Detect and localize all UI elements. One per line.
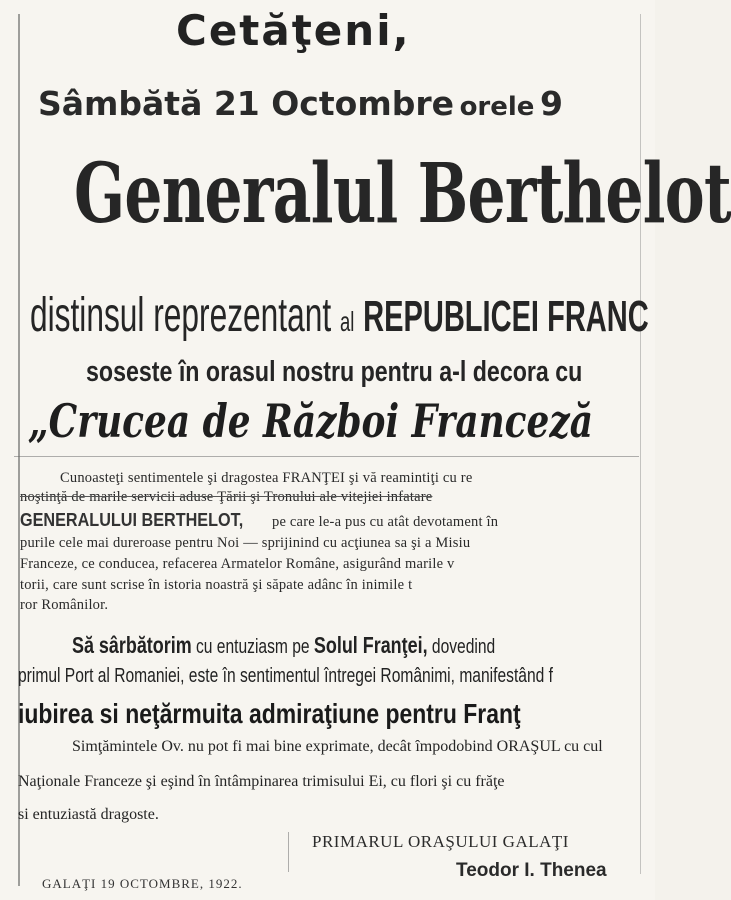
- representative-line: [30, 288, 649, 343]
- arrival-line: soseste în orasul nostru pentru a-l decora cu: [86, 356, 583, 388]
- general-caps-name: GENERALULUI BERTHELOT,: [20, 510, 244, 530]
- paragraph1-line-5: Franceze, ce conducea, refacerea Armatelor Române, asigurând marile v: [20, 556, 455, 572]
- representative-text: distinsul reprezentant: [30, 289, 332, 342]
- place-date: GALAŢI 19 OCTOMBRE, 1922.: [42, 876, 243, 891]
- representative-al: al: [339, 306, 355, 337]
- paragraph1-line-3-rest: pe care le-a pus cu atât devotament în: [272, 514, 499, 530]
- event-day-date: Sâmbătă 21 Octombre: [38, 84, 454, 123]
- mayor-office: PRIMARUL ORAŞULUI GALAŢI: [312, 832, 569, 851]
- paragraph3-line-2: Naţionale Franceze şi eşind în întâmpinarea trimisului Ei, cu flori şi cu frăţe: [18, 773, 505, 790]
- event-hour-word: orele: [459, 92, 535, 122]
- paragraph2-line-3: iubirea si neţărmuita admiraţiune pentru Franţ: [18, 698, 521, 729]
- paragraph3-line-1: Simţămintele Ov. nu pot fi mai bine exprimate, decât împodobind ORAŞUL cu cul: [72, 738, 603, 755]
- poster-greeting: Cetăţeni,: [176, 6, 411, 55]
- paragraph1-line-2: noştinţă de marile servicii aduse Ţării şi Tronului ale vitejiei infatare: [20, 489, 433, 505]
- celebrate-phrase: Să sârbătorim: [72, 632, 192, 658]
- event-date-line: [38, 84, 563, 123]
- war-cross-line: „Crucea de Război Franceză: [28, 394, 593, 448]
- signature-divider: [288, 832, 289, 872]
- envoy-phrase: Solul Franţei,: [313, 632, 428, 658]
- republic-text: REPUBLICEI FRANC: [363, 292, 649, 341]
- mayor-name: Teodor I. Thenea: [456, 860, 607, 881]
- general-name-headline: Generalul Berthelot: [74, 146, 731, 242]
- paragraph1-line-4: purile cele mai dureroase pentru Noi — sprijinind cu acţiunea sa şi a Misiu: [20, 535, 471, 551]
- paragraph1-line-7: ror Românilor.: [20, 597, 109, 613]
- proving-phrase: dovedind: [431, 636, 496, 658]
- paragraph1-line-3: [20, 510, 498, 531]
- paragraph1-line-6: torii, care sunt scrise în istoria noastră şi săpate adânc în inimile t: [20, 577, 413, 593]
- paragraph2-line-2: primul Port al Romaniei, este în sentimentul întregei Românimi, manifestând f: [18, 665, 553, 687]
- event-hour: 9: [540, 84, 563, 123]
- section-divider: [14, 456, 639, 457]
- right-fold-edge: [640, 14, 641, 874]
- paragraph1-line-1: Cunoasteţi sentimentele şi dragostea FRANŢEI şi vă reamintiţi cu re: [60, 470, 473, 486]
- left-fold-edge: [18, 14, 20, 886]
- enthusiasm-phrase: cu entuziasm pe: [195, 636, 310, 658]
- paragraph2-line-1: [72, 632, 495, 659]
- paragraph3-line-3: si entuziastă dragoste.: [18, 806, 159, 823]
